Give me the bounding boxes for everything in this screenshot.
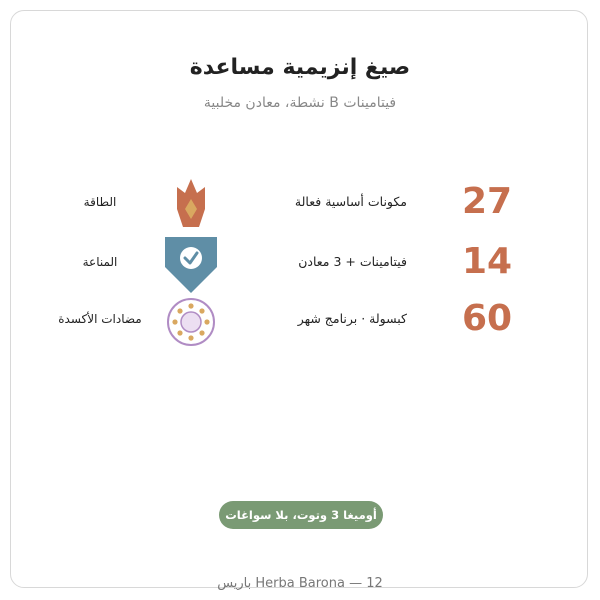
shield-check-icon bbox=[163, 237, 219, 293]
page-subtitle: فيتامينات B نشطة، معادن مخلبية bbox=[203, 95, 397, 111]
stat-number: 14 bbox=[461, 241, 513, 282]
card bbox=[10, 10, 588, 591]
flame-icon bbox=[163, 177, 219, 233]
stat-row bbox=[11, 294, 589, 344]
stat-row bbox=[11, 237, 589, 287]
stat-number: 27 bbox=[461, 181, 513, 222]
cell-circle-icon bbox=[163, 294, 219, 350]
stat-number: 60 bbox=[461, 298, 513, 339]
stat-label: مكونات أساسية فعالة bbox=[294, 194, 407, 209]
feature-badge: أوميغا 3 وتوت، بلا سواغات bbox=[219, 501, 383, 529]
page-title: صيغ إنزيمية مساعدة bbox=[189, 55, 411, 80]
stat-row bbox=[11, 177, 589, 227]
benefit-label: المناعة bbox=[82, 255, 118, 269]
benefit-label: الطاقة bbox=[83, 195, 117, 209]
footer: Herba Barona — 12 باريس bbox=[217, 576, 383, 591]
benefit-label: مضادات الأكسدة bbox=[58, 312, 142, 326]
stat-label: فيتامينات + 3 معادن bbox=[298, 254, 407, 269]
stat-label: كبسولة · برنامج شهر bbox=[297, 311, 407, 326]
